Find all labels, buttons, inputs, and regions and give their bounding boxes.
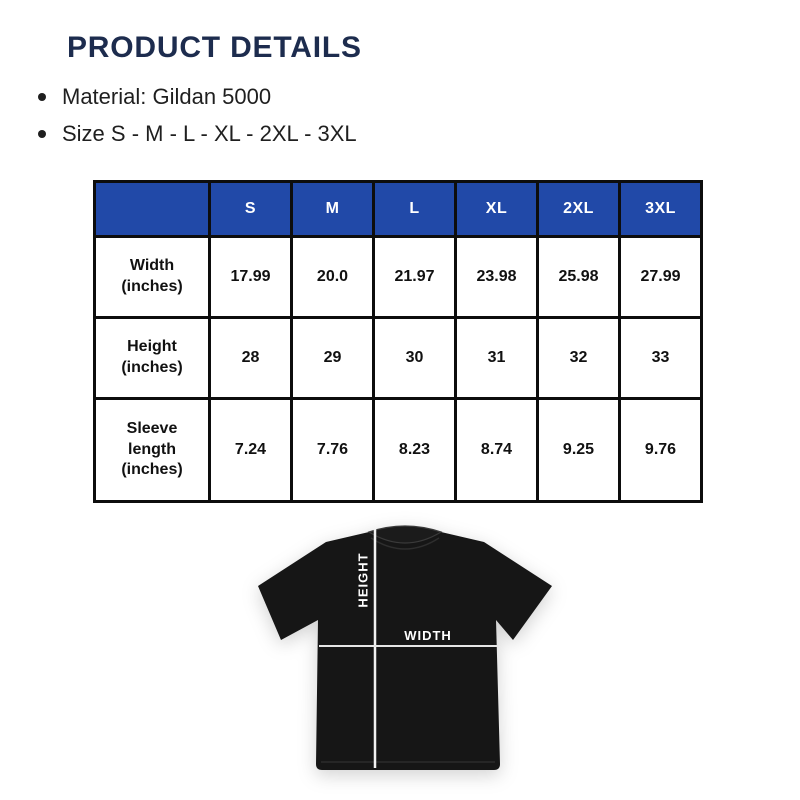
row-label: Height (inches)	[95, 318, 210, 399]
table-cell: 30	[374, 318, 456, 399]
bullet-sizes	[38, 121, 357, 147]
table-cell: 23.98	[456, 237, 538, 318]
table-cell: 31	[456, 318, 538, 399]
row-label: Width (inches)	[95, 237, 210, 318]
size-col-header: 2XL	[538, 182, 620, 237]
table-cell: 29	[292, 318, 374, 399]
table-row-sleeve	[95, 399, 702, 502]
tshirt-image	[253, 518, 557, 780]
table-cell: 9.76	[620, 399, 702, 502]
size-chart-table	[93, 180, 703, 503]
table-cell: 25.98	[538, 237, 620, 318]
size-col-header: XL	[456, 182, 538, 237]
size-col-header: S	[210, 182, 292, 237]
table-cell: 17.99	[210, 237, 292, 318]
width-line-label: WIDTH	[404, 628, 452, 643]
size-chart-corner-cell	[95, 182, 210, 237]
tshirt-silhouette	[258, 532, 552, 770]
table-cell: 8.23	[374, 399, 456, 502]
table-cell: 9.25	[538, 399, 620, 502]
bullet-material-text: Material: Gildan 5000	[62, 84, 272, 109]
bullet-icon	[38, 93, 46, 101]
table-cell: 8.74	[456, 399, 538, 502]
height-line-label: HEIGHT	[355, 552, 371, 608]
table-cell: 7.76	[292, 399, 374, 502]
table-row-width	[95, 237, 702, 318]
table-row-height	[95, 318, 702, 399]
size-col-header: L	[374, 182, 456, 237]
bullet-icon	[38, 130, 46, 138]
table-cell: 7.24	[210, 399, 292, 502]
bullet-material	[38, 84, 271, 110]
row-label: Sleeve length (inches)	[95, 399, 210, 502]
size-col-header: 3XL	[620, 182, 702, 237]
size-col-header: M	[292, 182, 374, 237]
table-cell: 27.99	[620, 237, 702, 318]
size-chart-header-row	[95, 182, 702, 237]
bullet-sizes-text: Size S - M - L - XL - 2XL - 3XL	[62, 121, 357, 146]
table-cell: 21.97	[374, 237, 456, 318]
table-cell: 32	[538, 318, 620, 399]
tshirt-diagram	[253, 518, 557, 780]
table-cell: 28	[210, 318, 292, 399]
page-title: PRODUCT DETAILS	[67, 31, 362, 64]
table-cell: 33	[620, 318, 702, 399]
table-cell: 20.0	[292, 237, 374, 318]
